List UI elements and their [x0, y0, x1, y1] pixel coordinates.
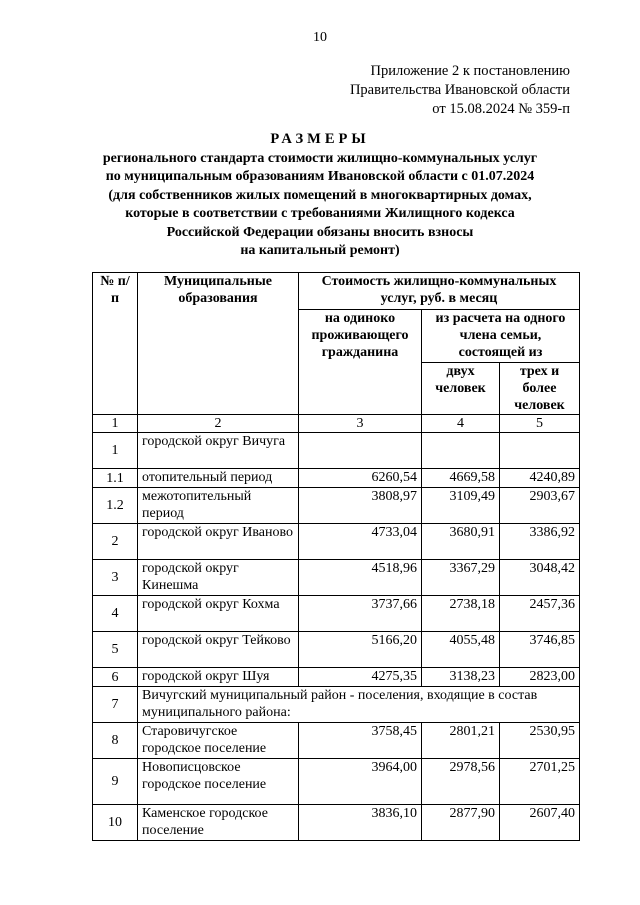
table-row [93, 524, 580, 560]
row-number: 6 [93, 668, 138, 687]
heading-line: которые в соответствии с требованиями Жилищного кодекса [125, 206, 515, 221]
row-number: 7 [93, 687, 138, 723]
row-name: Каменское городское поселение [138, 805, 299, 841]
value-two: 3109,49 [422, 488, 500, 524]
appendix-line: от 15.08.2024 № 359-п [432, 101, 570, 117]
value-single: 3808,97 [299, 488, 422, 524]
value-single [299, 433, 422, 469]
row-number: 10 [93, 805, 138, 841]
value-single: 6260,54 [299, 469, 422, 488]
value-three: 3746,85 [500, 632, 580, 668]
row-number: 4 [93, 596, 138, 632]
cost-table [92, 272, 580, 841]
header-per-member: из расчета на одного члена семьи, состоящей из [422, 310, 580, 363]
value-three: 2457,36 [500, 596, 580, 632]
row-name: Новописцовское городское поселение [138, 759, 299, 805]
header-single: на одиноко проживающего гражданина [299, 310, 422, 415]
table-row [93, 433, 580, 469]
value-single: 5166,20 [299, 632, 422, 668]
value-single: 4275,35 [299, 668, 422, 687]
value-two: 2978,56 [422, 759, 500, 805]
row-name: городской округ Иваново [138, 524, 299, 560]
value-two: 3680,91 [422, 524, 500, 560]
table-row [93, 596, 580, 632]
value-three: 2823,00 [500, 668, 580, 687]
value-three: 2530,95 [500, 723, 580, 759]
row-name: городской округ Кохма [138, 596, 299, 632]
document-heading [80, 130, 560, 261]
value-single: 4733,04 [299, 524, 422, 560]
value-single: 3964,00 [299, 759, 422, 805]
appendix-note [350, 62, 570, 119]
row-name: межотопительный период [138, 488, 299, 524]
table-row [93, 488, 580, 524]
value-three: 2607,40 [500, 805, 580, 841]
column-number: 1 [93, 415, 138, 433]
table-row [93, 560, 580, 596]
value-two: 2738,18 [422, 596, 500, 632]
table-row [93, 759, 580, 805]
value-three: 3386,92 [500, 524, 580, 560]
row-number: 3 [93, 560, 138, 596]
header-two-persons: двух человек [422, 363, 500, 415]
page-number: 10 [313, 30, 327, 45]
column-number: 3 [299, 415, 422, 433]
row-number: 2 [93, 524, 138, 560]
value-single: 4518,96 [299, 560, 422, 596]
value-two: 3367,29 [422, 560, 500, 596]
table-row [93, 632, 580, 668]
header-num: № п/п [93, 273, 138, 415]
value-two: 2801,21 [422, 723, 500, 759]
table-row [93, 469, 580, 488]
column-number: 2 [138, 415, 299, 433]
table-row [93, 687, 580, 723]
heading-line: регионального стандарта стоимости жилищно-коммунальных услуг [102, 150, 538, 166]
heading-line: на капитальный ремонт) [240, 243, 400, 258]
header-municipality: Муниципальные образования [138, 273, 299, 415]
row-number: 9 [93, 759, 138, 805]
row-name: Вичугский муниципальный район - поселения, входящие в состав муниципального района: [138, 687, 580, 723]
value-three: 3048,42 [500, 560, 580, 596]
row-number: 1.2 [93, 488, 138, 524]
header-three-persons: трех и более человек [500, 363, 580, 415]
row-name: городской округ Вичуга [138, 433, 299, 469]
row-number: 1 [93, 433, 138, 469]
value-two: 4055,48 [422, 632, 500, 668]
value-three [500, 433, 580, 469]
value-two: 4669,58 [422, 469, 500, 488]
value-single: 3737,66 [299, 596, 422, 632]
table-row [93, 723, 580, 759]
appendix-line: Правительства Ивановской области [349, 82, 570, 98]
heading-line: Российской Федерации обязаны вносить взносы [166, 224, 474, 240]
heading-line: (для собственников жилых помещений в многоквартирных домах, [108, 187, 532, 203]
row-name: городской округ Тейково [138, 632, 299, 668]
row-number: 1.1 [93, 469, 138, 488]
value-three: 2701,25 [500, 759, 580, 805]
value-two: 3138,23 [422, 668, 500, 687]
table-row [93, 668, 580, 687]
value-two: 2877,90 [422, 805, 500, 841]
value-two [422, 433, 500, 469]
column-number: 4 [422, 415, 500, 433]
value-single: 3758,45 [299, 723, 422, 759]
row-name: отопительный период [138, 469, 299, 488]
value-three: 4240,89 [500, 469, 580, 488]
row-name: Старовичугское городское поселение [138, 723, 299, 759]
heading-line: по муниципальным образованиям Ивановской области с 01.07.2024 [105, 169, 535, 184]
column-number: 5 [500, 415, 580, 433]
document-title: РАЗМЕРЫ [270, 131, 370, 147]
row-name: городской округ Кинешма [138, 560, 299, 596]
row-name: городской округ Шуя [138, 668, 299, 687]
row-number: 8 [93, 723, 138, 759]
appendix-line: Приложение 2 к постановлению [370, 63, 570, 79]
value-single: 3836,10 [299, 805, 422, 841]
table-row [93, 805, 580, 841]
header-cost: Стоимость жилищно-коммунальных услуг, руб. в месяц [299, 273, 580, 310]
value-three: 2903,67 [500, 488, 580, 524]
row-number: 5 [93, 632, 138, 668]
